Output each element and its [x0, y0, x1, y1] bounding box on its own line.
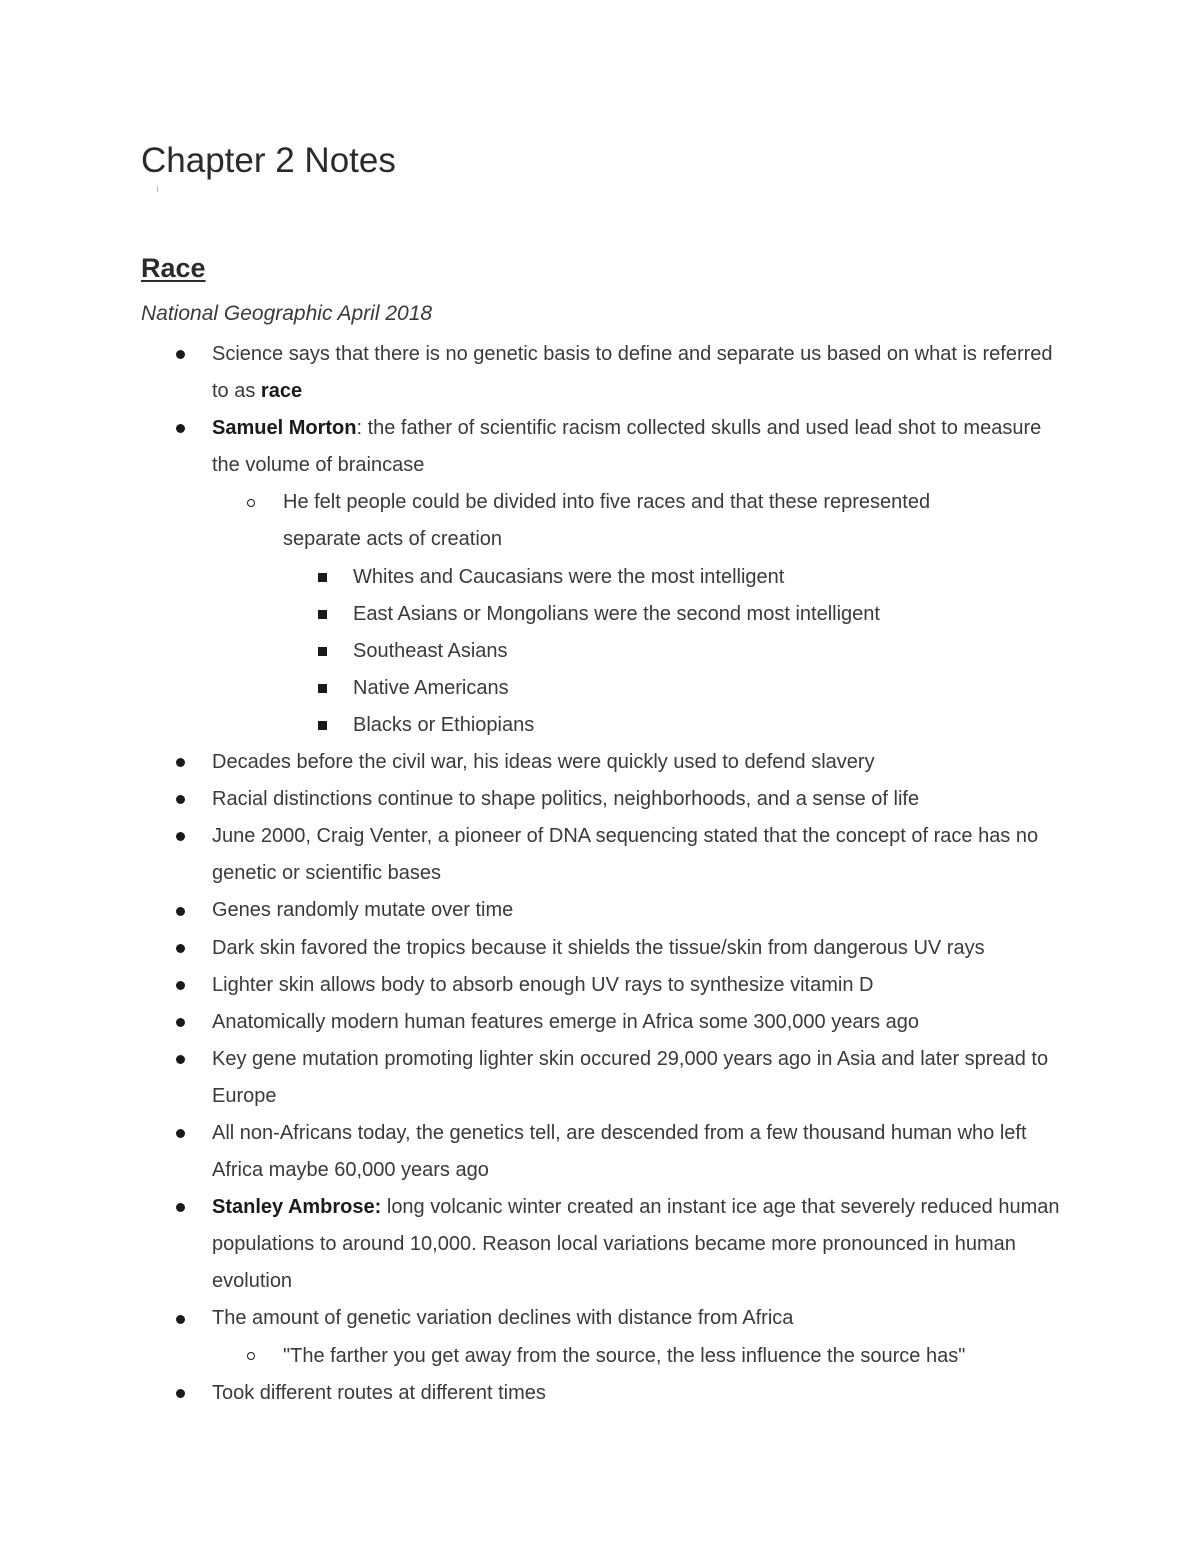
- bullet-disc-icon: [176, 818, 185, 855]
- list-item: [0, 1189, 1062, 1300]
- list-item: [0, 484, 1003, 558]
- list-item-text: He felt people could be divided into five races and that these represented separate acts of creation: [283, 491, 931, 551]
- section-heading: Race: [141, 253, 206, 283]
- list-item-text: Blacks or Ethiopians: [353, 713, 535, 736]
- list-item-text: Dark skin favored the tropics because it shields the tissue/skin from dangerous UV rays: [212, 936, 985, 959]
- list-item: [0, 633, 1053, 670]
- bullet-square-icon: [318, 596, 327, 633]
- list-item-text: Decades before the civil war, his ideas were quickly used to defend slavery: [212, 751, 875, 774]
- document-title: Chapter 2 Notes: [141, 141, 396, 180]
- list-item-text: Key gene mutation promoting lighter skin occured 29,000 years ago in Asia and later spread to Europe: [212, 1047, 1049, 1107]
- bullet-disc-icon: [176, 781, 185, 818]
- list-item-text: Genes randomly mutate over time: [212, 899, 514, 922]
- list-item: [0, 892, 1062, 929]
- source-citation: National Geographic April 2018: [141, 302, 433, 325]
- bullet-disc-icon: [176, 892, 185, 929]
- bullet-disc-icon: [176, 744, 185, 781]
- list-item: [0, 1375, 1062, 1412]
- list-item: [0, 670, 1053, 707]
- bullet-disc-icon: [176, 967, 185, 1004]
- list-item: [0, 596, 1053, 633]
- list-item: [0, 559, 1053, 596]
- list-item: [0, 818, 1062, 892]
- list-item-text: Took different routes at different times: [212, 1381, 546, 1404]
- list-item-text: : the father of scientific racism collected skulls and used lead shot to measure the volume of braincase: [212, 417, 1042, 477]
- bullet-square-icon: [318, 633, 327, 670]
- list-item-text: "The farther you get away from the source, the less influence the source has": [283, 1344, 966, 1367]
- list-item-text: Southeast Asians: [353, 639, 508, 662]
- list-item-text: Science says that there is no genetic basis to define and separate us based on what is referred to as: [212, 343, 1053, 403]
- list-item: [0, 336, 1062, 410]
- list-item-text: The amount of genetic variation declines with distance from Africa: [212, 1307, 794, 1330]
- list-item: [0, 410, 1062, 484]
- list-item: [0, 1300, 1062, 1337]
- list-item-text: Native Americans: [353, 676, 509, 699]
- list-item-bold-text: Samuel Morton: [212, 417, 357, 440]
- list-item: [0, 1004, 1062, 1041]
- bullet-circle-icon: [247, 484, 255, 521]
- bullet-disc-icon: [176, 410, 185, 447]
- list-item-bold-text: Stanley Ambrose:: [212, 1196, 382, 1219]
- bullet-circle-icon: [247, 1338, 255, 1375]
- list-item-text: June 2000, Craig Venter, a pioneer of DNA sequencing stated that the concept of race has no genetic or scientific bases: [212, 825, 1039, 885]
- list-item: [0, 967, 1062, 1004]
- list-item-text: All non-Africans today, the genetics tell, are descended from a few thousand human who left Africa maybe 60,000 years ago: [212, 1121, 1027, 1182]
- list-item: [0, 781, 1062, 818]
- list-item: [0, 744, 1062, 781]
- list-item-bold-text: race: [260, 380, 303, 403]
- list-item-text: Lighter skin allows body to absorb enough UV rays to synthesize vitamin D: [212, 973, 874, 996]
- list-item-text: East Asians or Mongolians were the second most intelligent: [353, 602, 880, 625]
- list-item: [0, 1338, 1003, 1375]
- list-item: [0, 930, 1062, 967]
- bullet-disc-icon: [176, 930, 185, 967]
- bullet-disc-icon: [176, 1189, 185, 1226]
- list-item: [0, 1041, 1062, 1115]
- bullet-disc-icon: [176, 336, 185, 373]
- bullet-disc-icon: [176, 1115, 185, 1152]
- list-item-text: Whites and Caucasians were the most intelligent: [353, 565, 785, 588]
- list-item-text: long volcanic winter created an instant ice age that severely reduced human populations to around 10,000. Reason local variations became more pronounced in human evolution: [212, 1196, 1060, 1293]
- list-item-text: Anatomically modern human features emerge in Africa some 300,000 years ago: [212, 1010, 920, 1033]
- text-cursor-mark: [157, 186, 158, 192]
- list-item: [0, 1115, 1062, 1189]
- bullet-square-icon: [318, 707, 327, 744]
- bullet-disc-icon: [176, 1041, 185, 1078]
- notes-list: [0, 336, 1200, 1412]
- bullet-disc-icon: [176, 1375, 185, 1412]
- list-item: [0, 707, 1053, 744]
- bullet-disc-icon: [176, 1300, 185, 1337]
- bullet-disc-icon: [176, 1004, 185, 1041]
- bullet-square-icon: [318, 670, 327, 707]
- list-item-text: Racial distinctions continue to shape politics, neighborhoods, and a sense of life: [212, 788, 920, 811]
- bullet-square-icon: [318, 559, 327, 596]
